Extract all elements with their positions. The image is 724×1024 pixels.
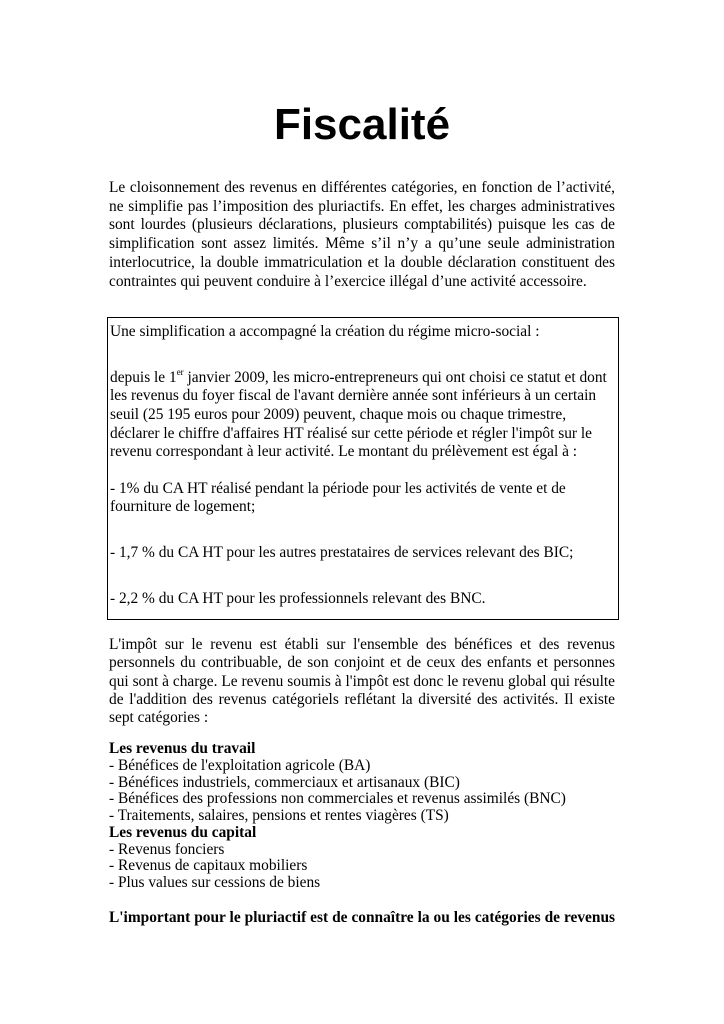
- closing-paragraph: L'important pour le pluriactif est de connaître la ou les catégories de revenus: [109, 908, 615, 926]
- rate-item: - 1,7 % du CA HT pour les autres prestataires de services relevant des BIC;: [110, 543, 574, 561]
- list-item: - Traitements, salaires, pensions et rentes viagères (TS): [109, 807, 449, 825]
- list-item: - Bénéfices des professions non commerciales et revenus assimilés (BNC): [109, 790, 566, 808]
- list-item: - Bénéfices industriels, commerciaux et artisanaux (BIC): [109, 773, 460, 791]
- box-heading: Une simplification a accompagné la création du régime micro-social :: [110, 323, 540, 341]
- intro-paragraph: Le cloisonnement des revenus en différentes catégories, en fonction de l’activité, ne simplifie pas l’imposition des pluriactifs. En effet, les charges administratives sont lourdes (plusieurs déclarations, plusieurs comptabilités) puisque les cas de simplification sont assez limités. Même s’il n’y a qu’une seule administration interlocutrice, la double immatriculation et la double déclaration constituent des contraintes qui peuvent conduire à l’exercice illégal d’une activité accessoire.: [109, 179, 615, 290]
- box-body-prefix: depuis le 1: [110, 368, 177, 386]
- list-item: - Revenus fonciers: [109, 840, 225, 858]
- list-item: - Bénéfices de l'exploitation agricole (BA): [109, 756, 371, 774]
- capital-heading: Les revenus du capital: [109, 823, 257, 841]
- page-title: Fiscalité: [273, 100, 451, 149]
- box-body-rest: janvier 2009, les micro-entrepreneurs qui ont choisi ce statut et dont les revenus du foyer fiscal de l'avant dernière année sont inférieurs à un certain seuil (25 195 euros pour 2009) peuvent, chaque mois ou chaque trimestre, déclarer le chiffre d'affaires HT réalisé sur cette période et régler l'impôt sur le revenu correspondant à leur activité. Le montant du prélèvement est égal à :: [110, 368, 607, 461]
- income-paragraph: L'impôt sur le revenu est établi sur l'ensemble des bénéfices et des revenus personnels du contribuable, de son conjoint et de ceux des enfants et personnes qui sont à charge. Le revenu soumis à l'impôt est donc le revenu global qui résulte de l'addition des revenus catégoriels reflétant la diversité des activités. Il existe sept catégories :: [109, 636, 615, 727]
- rate-item: - 1% du CA HT réalisé pendant la période pour les activités de vente et de fourniture de logement;: [110, 479, 566, 516]
- box-body-sup: er: [176, 366, 184, 377]
- rate-item: - 2,2 % du CA HT pour les professionnels relevant des BNC.: [110, 589, 486, 607]
- micro-social-box: [107, 317, 619, 620]
- work-heading: Les revenus du travail: [109, 740, 256, 758]
- income-categories: [109, 741, 615, 892]
- list-item: - Plus values sur cessions de biens: [109, 874, 321, 892]
- list-item: - Revenus de capitaux mobiliers: [109, 857, 308, 875]
- box-body: [110, 366, 615, 462]
